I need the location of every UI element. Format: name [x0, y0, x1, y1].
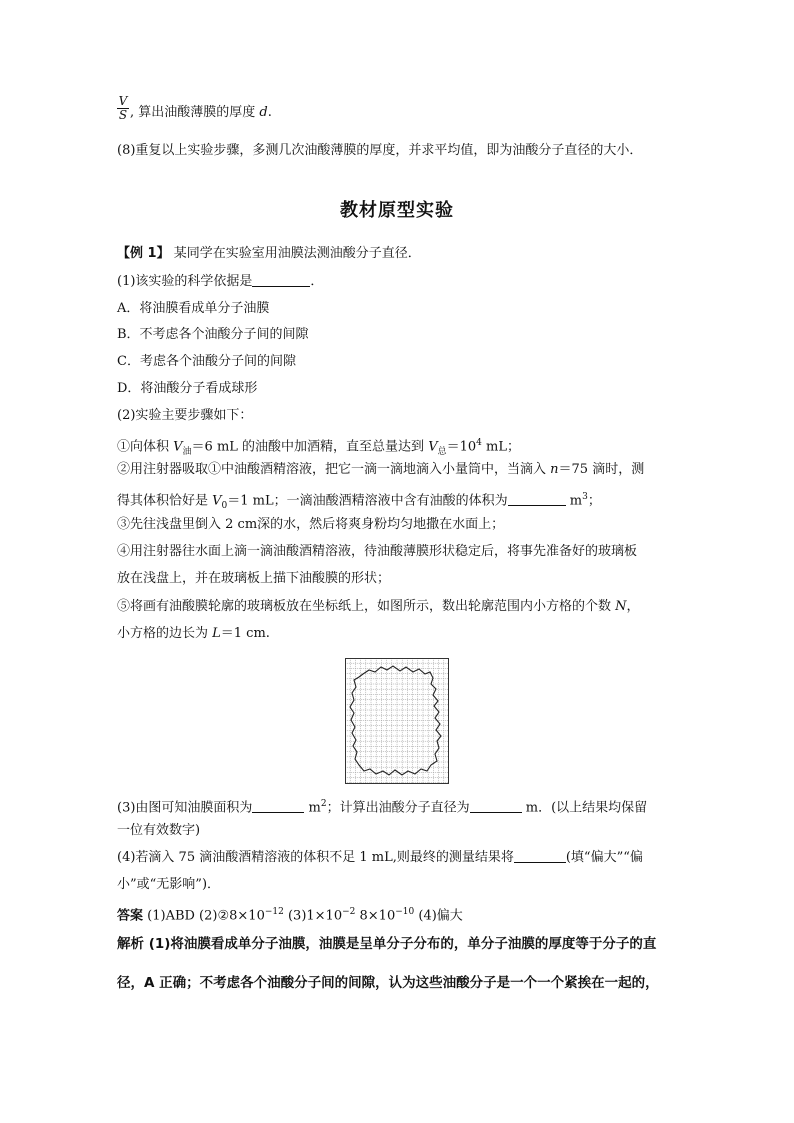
s1-text-b: ＝6 mL 的油酸中加酒精，直至总量达到 — [191, 439, 429, 455]
grid-lines — [345, 658, 449, 784]
s2-text-b: ＝75 滴时，测 — [558, 462, 645, 477]
s2b-text-a: 得其体积恰好是 — [117, 493, 213, 509]
answer-text-b: (3)1×10 — [283, 908, 343, 924]
q3-text-c: ；计算出油酸分子直径为 — [326, 800, 470, 816]
s2b-text-c: m — [565, 493, 583, 509]
sup-3: 3 — [582, 492, 588, 502]
s2b-text-d: ； — [587, 493, 601, 509]
q3-text-d: m．(以上结果均保留 — [521, 800, 648, 816]
s5a-text-b: ， — [626, 599, 640, 614]
sup-neg12: −12 — [264, 907, 284, 917]
answer-blank — [252, 272, 310, 287]
step-8: (8)重复以上实验步骤，多测几次油酸薄膜的厚度，并求平均值，即为油酸分子直径的大小． — [117, 143, 643, 158]
s1-text-c: ＝10 — [446, 439, 477, 455]
sub-total: 总 — [437, 446, 447, 457]
thickness-text: , 算出油酸薄膜的厚度 — [130, 105, 260, 120]
q1-text: (1)该实验的科学依据是 — [117, 274, 253, 289]
oil-film-grid-figure — [345, 658, 449, 784]
step-4-line2: 放在浅盘上，并在玻璃板上描下油酸膜的形状； — [117, 571, 391, 586]
var-L: L — [212, 626, 221, 641]
fraction-numerator: V — [118, 94, 128, 108]
example-tag: 【例 1】 — [117, 246, 170, 261]
question-2: (2)实验主要步骤如下： — [117, 408, 253, 423]
step-3: ③先往浅盘里倒入 2 cm深的水，然后将爽身粉均匀地撒在水面上； — [117, 517, 505, 532]
sup-neg10: −10 — [395, 907, 415, 917]
answer-blank — [252, 798, 304, 813]
fraction-v-over-s — [117, 95, 129, 122]
var-n: n — [550, 462, 559, 477]
solution-label: 解析 — [117, 936, 144, 952]
s2-text-a: ②用注射器吸取①中油酸酒精溶液，把它一滴一滴地滴入小量筒中，当滴入 — [117, 462, 551, 477]
thickness-end: . — [267, 105, 272, 120]
section-title: 教材原型实验 — [340, 200, 454, 221]
q3-text-a: (3)由图可知油膜面积为 — [117, 800, 253, 816]
var-N: N — [615, 599, 627, 614]
option-d: D．将油酸分子看成球形 — [117, 381, 258, 396]
sub-oil: 油 — [182, 446, 192, 457]
s5a-text-a: ⑤将画有油酸膜轮廓的玻璃板放在坐标纸上，如图所示，数出轮廓范围内小方格的个数 — [117, 599, 616, 614]
answer-line — [117, 902, 463, 926]
option-c: C．考虑各个油酸分子间的间隙 — [117, 354, 296, 369]
answer-text-d: (4)偏大 — [414, 908, 463, 924]
step-5-line2 — [117, 624, 270, 644]
answer-blank — [514, 848, 566, 863]
question-1 — [117, 272, 323, 292]
step-1 — [117, 433, 520, 462]
option-a: A．将油膜看成单分子油膜 — [117, 301, 270, 316]
answer-blank — [470, 798, 522, 813]
solution-line1 — [117, 934, 656, 954]
fraction-denominator: S — [118, 108, 128, 122]
question-3-line1 — [117, 794, 647, 818]
question-4-line2: 小”或“无影响”)． — [117, 877, 221, 892]
step-4-line1: ④用注射器往水面上滴一滴油酸酒精溶液，待油酸薄膜形状稳定后，将事先准备好的玻璃板 — [117, 544, 638, 559]
sup-4: 4 — [476, 438, 482, 448]
q3-text-b: m — [304, 800, 321, 816]
option-b: B．不考虑各个油酸分子间的间隙 — [117, 327, 309, 342]
q4-text-b: (填“偏大”“偏 — [565, 850, 643, 865]
var-d: d — [259, 105, 268, 120]
answer-text-c: 8×10 — [355, 908, 396, 924]
var-v-total: V — [428, 439, 438, 455]
answer-label: 答案 — [117, 908, 144, 924]
solution-line2: 径，A 正确；不考虑各个油酸分子间的间隙，认为这些油酸分子是一个一个紧挨在一起的， — [117, 975, 659, 991]
var-v-oil: V — [173, 439, 183, 455]
step-2-line1 — [117, 460, 644, 480]
s2b-text-b: ＝1 mL；一滴油酸酒精溶液中含有油酸的体积为 — [227, 493, 508, 509]
step-2-line2 — [117, 487, 601, 516]
answer-blank — [508, 491, 566, 506]
step-5-line1 — [117, 597, 640, 617]
sub-0: 0 — [221, 500, 228, 511]
thickness-line — [130, 103, 272, 123]
s5b-text-b: ＝1 cm. — [220, 626, 270, 641]
question-3-line2: 一位有效数字) — [117, 823, 201, 838]
sup-neg2: −2 — [342, 907, 356, 917]
solution-text-1: (1)将油膜看成单分子油膜，油膜是呈单分子分布的，单分子油膜的厚度等于分子的直 — [144, 936, 657, 952]
question-4-line1 — [117, 848, 643, 868]
answer-text-a: (1)ABD (2)②8×10 — [143, 908, 265, 924]
s5b-text-a: 小方格的边长为 — [117, 626, 213, 641]
var-v0: V — [212, 493, 222, 509]
example-heading — [117, 244, 421, 264]
example-text: 某同学在实验室用油膜法测油酸分子直径． — [169, 246, 421, 261]
s1-text-d: mL； — [481, 439, 520, 455]
s1-text-a: ①向体积 — [117, 439, 174, 455]
q1-end: ． — [310, 274, 324, 289]
sup-2: 2 — [320, 799, 327, 809]
q4-text-a: (4)若滴入 75 滴油酸酒精溶液的体积不足 1 mL,则最终的测量结果将 — [117, 850, 514, 865]
